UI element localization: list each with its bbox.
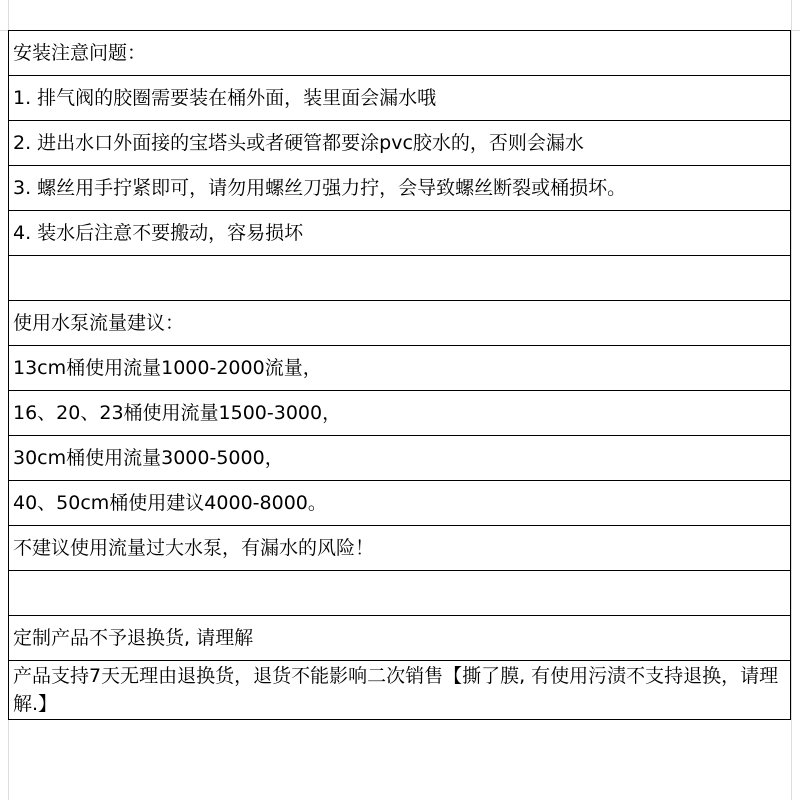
cell-pump-flow-16-20-23[interactable]: 16、20、23桶使用流量1500-3000， [9, 391, 791, 436]
table-row [9, 526, 791, 571]
table-row [9, 436, 791, 481]
cell-return-policy[interactable]: 产品支持7天无理由退换货，退货不能影响二次销售【撕了膜, 有使用污渍不支持退换，请理解.】 [9, 661, 791, 720]
table-row [9, 76, 791, 121]
cell-empty[interactable] [9, 571, 791, 616]
table-row [9, 166, 791, 211]
cell-pump-flow-30cm[interactable]: 30cm桶使用流量3000-5000， [9, 436, 791, 481]
cell-install-note-3[interactable]: 3. 螺丝用手拧紧即可，请勿用螺丝刀强力拧，会导致螺丝断裂或桶损坏。 [9, 166, 791, 211]
table-row [9, 256, 791, 301]
cell-pump-flow-13cm[interactable]: 13cm桶使用流量1000-2000流量， [9, 346, 791, 391]
notice-table [8, 30, 791, 720]
cell-pump-heading[interactable]: 使用水泵流量建议： [9, 301, 791, 346]
cell-install-note-4[interactable]: 4. 装水后注意不要搬动，容易损坏 [9, 211, 791, 256]
table-row [9, 301, 791, 346]
cell-pump-warning[interactable]: 不建议使用流量过大水泵，有漏水的风险！ [9, 526, 791, 571]
table-row [9, 346, 791, 391]
table-row [9, 211, 791, 256]
cell-pump-flow-40-50cm[interactable]: 40、50cm桶使用建议4000-8000。 [9, 481, 791, 526]
table-row [9, 481, 791, 526]
cell-install-note-1[interactable]: 1. 排气阀的胶圈需要装在桶外面，装里面会漏水哦 [9, 76, 791, 121]
table-row [9, 661, 791, 720]
grid-column-line [791, 0, 792, 800]
table-row [9, 571, 791, 616]
cell-custom-no-return[interactable]: 定制产品不予退换货, 请理解 [9, 616, 791, 661]
cell-install-note-2[interactable]: 2. 进出水口外面接的宝塔头或者硬管都要涂pvc胶水的，否则会漏水 [9, 121, 791, 166]
cell-empty[interactable] [9, 256, 791, 301]
table-row [9, 121, 791, 166]
table-row [9, 616, 791, 661]
table-row [9, 391, 791, 436]
table-row [9, 31, 791, 76]
cell-install-heading[interactable]: 安装注意问题： [9, 31, 791, 76]
